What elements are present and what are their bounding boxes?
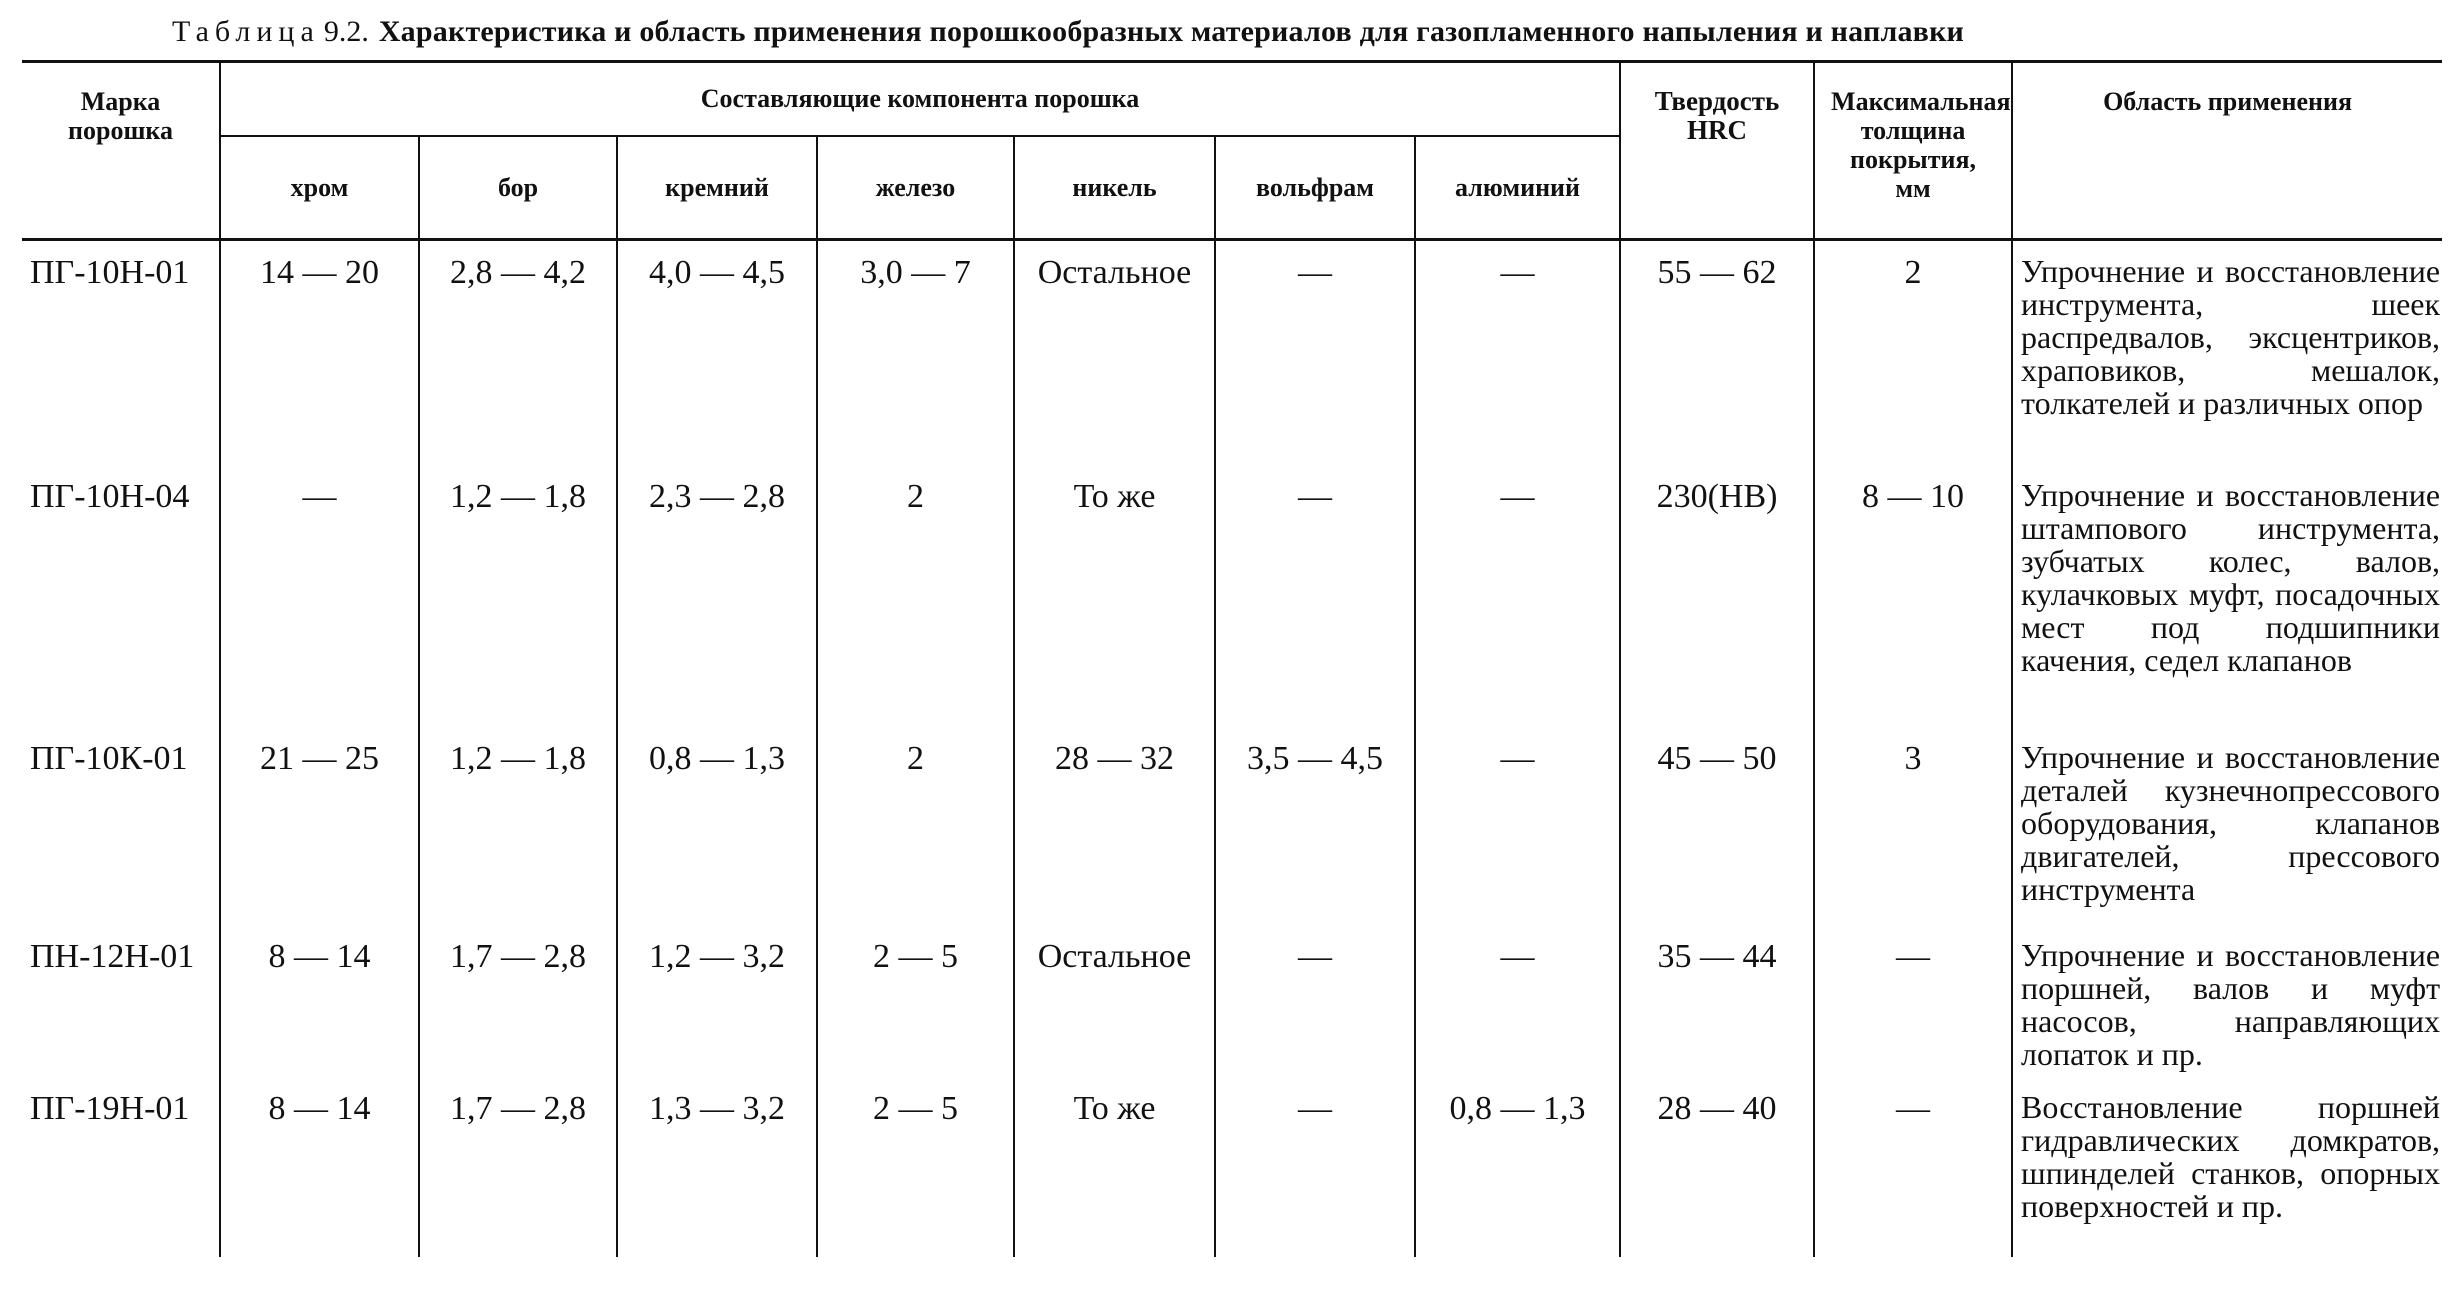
cell-nickel: Остальное [1014,240,1215,465]
header-chromium: хром [220,136,419,240]
header-boron: бор [419,136,617,240]
cell-aluminium: — [1415,727,1620,925]
cell-thickness: — [1814,1077,2012,1257]
table-row [22,1077,2442,1257]
cell-nickel: То же [1014,1077,1215,1257]
cell-hardness: 55 — 62 [1620,240,1814,465]
cell-tungsten: — [1215,1077,1415,1257]
cell-aluminium: — [1415,465,1620,727]
cell-mark: ПГ-10Н-01 [30,254,190,291]
cell-thickness: 3 [1814,727,2012,925]
header-silicon: кремний [617,136,817,240]
cell-area: Упрочнение и восстановление штампового инструмента, зубчатых колес, валов, кулачковых муфт, посадочных мест под подшипники качения, седел клапанов [2012,465,2442,727]
cell-chromium: 21 — 25 [220,727,419,925]
cell-mark: ПГ-19Н-01 [30,1089,190,1127]
cell-boron: 1,7 — 2,8 [419,925,617,1077]
cell-iron: 2 [817,465,1014,727]
cell-silicon: 0,8 — 1,3 [617,727,817,925]
cell-boron: 1,2 — 1,8 [419,727,617,925]
cell-iron: 2 [817,727,1014,925]
cell-area: Упрочнение и восстановление деталей кузнечнопрессового оборудования, клапанов двигателей, прессового инструмента [2012,727,2442,925]
cell-silicon: 4,0 — 4,5 [617,240,817,465]
cell-tungsten: — [1215,465,1415,727]
cell-tungsten: — [1215,240,1415,465]
table-row [22,925,2442,1077]
caption-title: Характеристика и область применения порошкообразных материалов для газопламенного напыления и наплавки [378,15,1965,48]
cell-thickness: — [1814,925,2012,1077]
cell-tungsten: 3,5 — 4,5 [1215,727,1415,925]
cell-silicon: 1,3 — 3,2 [617,1077,817,1257]
header-components-group: Составляющие компонента порошка [220,62,1620,136]
table-row [22,240,2442,465]
cell-aluminium: — [1415,925,1620,1077]
cell-iron: 2 — 5 [817,1077,1014,1257]
header-area: Область применения [2012,62,2442,240]
cell-silicon: 1,2 — 3,2 [617,925,817,1077]
cell-mark: ПГ-10К-01 [30,739,188,777]
powder-materials-table [22,60,2442,1257]
cell-aluminium: — [1415,240,1620,465]
header-aluminium: алюминий [1415,136,1620,240]
cell-chromium: 8 — 14 [220,925,419,1077]
cell-nickel: 28 — 32 [1014,727,1215,925]
header-iron: железо [817,136,1014,240]
header-hardness: Твердость HRC [1620,62,1814,240]
cell-iron: 2 — 5 [817,925,1014,1077]
cell-hardness: 28 — 40 [1620,1077,1814,1257]
cell-tungsten: — [1215,925,1415,1077]
cell-chromium: 8 — 14 [220,1077,419,1257]
header-nickel: никель [1014,136,1215,240]
cell-chromium: 14 — 20 [220,240,419,465]
cell-silicon: 2,3 — 2,8 [617,465,817,727]
table-row [22,465,2442,727]
caption-label: Таблица [172,15,320,48]
cell-area: Восстановление поршней гидравлических домкратов, шпинделей станков, опорных поверхностей и пр. [2012,1077,2442,1257]
cell-nickel: То же [1014,465,1215,727]
cell-iron: 3,0 — 7 [817,240,1014,465]
table-caption [172,14,2412,50]
cell-mark: ПН-12Н-01 [30,937,195,975]
cell-boron: 2,8 — 4,2 [419,240,617,465]
caption-number: 9.2. [323,15,369,48]
cell-mark: ПГ-10Н-04 [30,477,190,515]
cell-thickness: 2 [1814,240,2012,465]
cell-area: Упрочнение и восстановление поршней, валов и муфт насосов, направляющих лопаток и пр. [2012,925,2442,1077]
cell-thickness: 8 — 10 [1814,465,2012,727]
cell-hardness: 230(НВ) [1620,465,1814,727]
cell-nickel: Остальное [1014,925,1215,1077]
table-row [22,727,2442,925]
cell-hardness: 35 — 44 [1620,925,1814,1077]
header-max-thickness: Максимальная толщина покрытия, мм [1814,62,2012,240]
header-mark: Марка порошка [22,62,220,240]
cell-boron: 1,2 — 1,8 [419,465,617,727]
cell-chromium: — [220,465,419,727]
cell-boron: 1,7 — 2,8 [419,1077,617,1257]
cell-hardness: 45 — 50 [1620,727,1814,925]
cell-aluminium: 0,8 — 1,3 [1415,1077,1620,1257]
cell-area: Упрочнение и восстановление инструмента, шеек распредвалов, эксцентриков, храповиков, мешалок, толкателей и различных опор [2012,240,2442,465]
header-tungsten: вольфрам [1215,136,1415,240]
